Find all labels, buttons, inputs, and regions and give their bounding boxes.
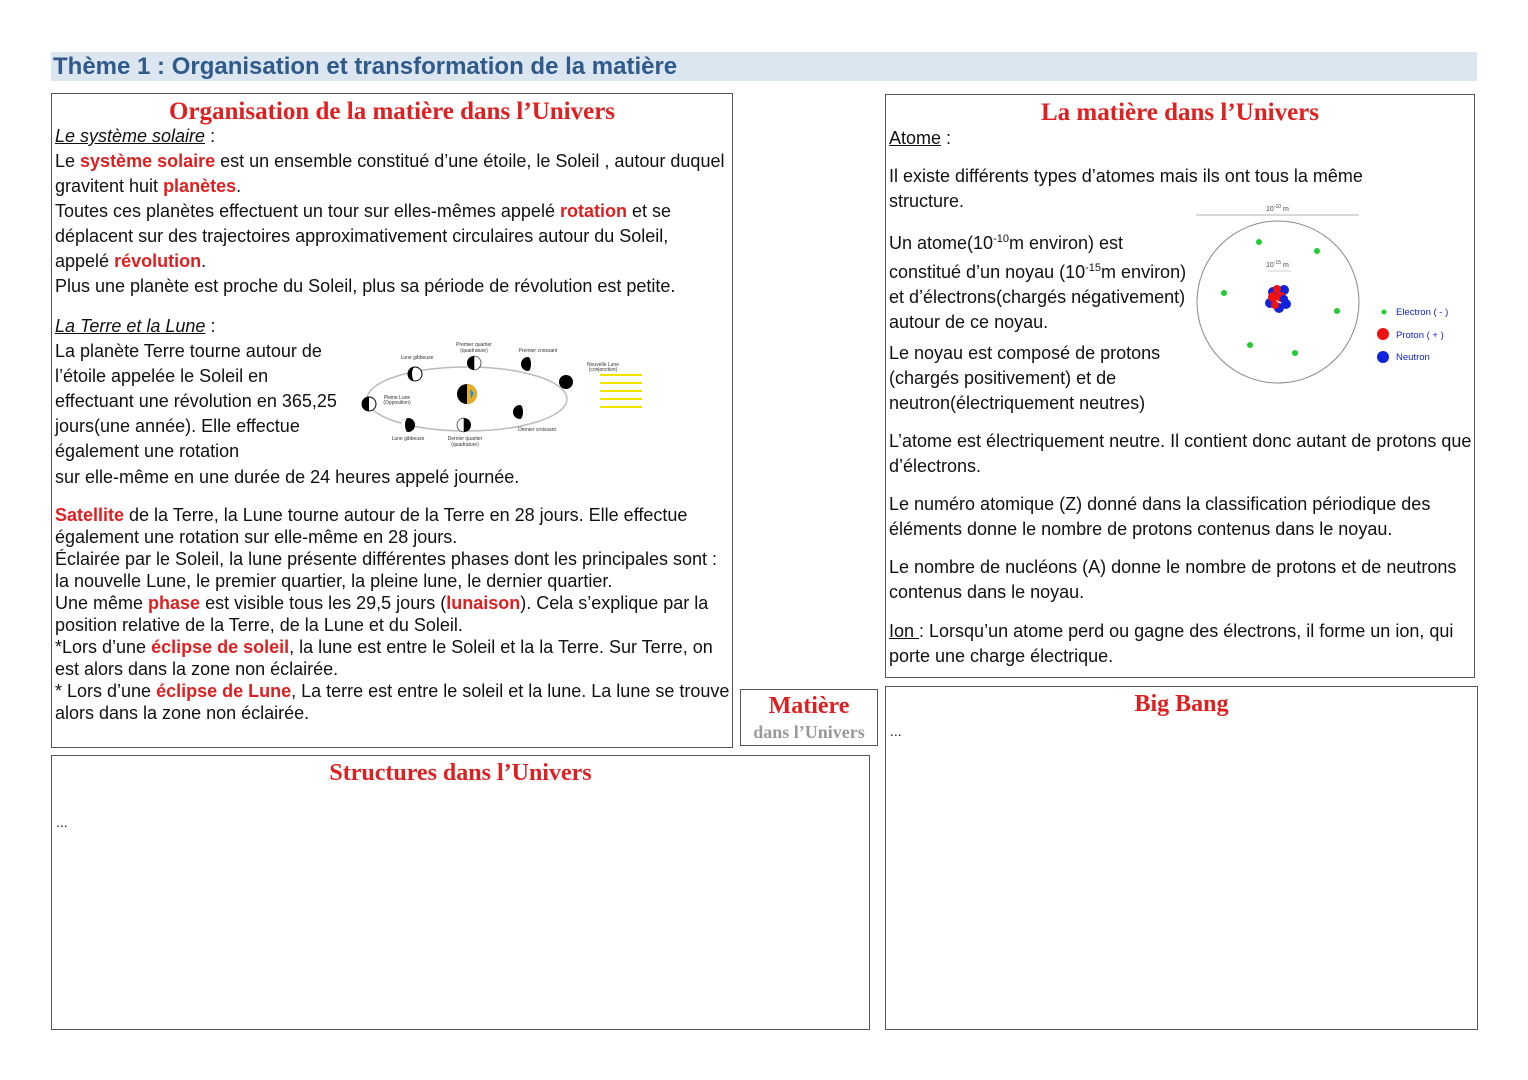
structures-box	[51, 755, 870, 1030]
atome-paragraph-3: Le noyau est composé de protons (chargés positivement) et de neutron(électriquement neutres)	[889, 343, 1161, 413]
solar-paragraph-3: Plus une planète est proche du Soleil, plus sa période de révolution est petite.	[55, 276, 676, 296]
colon: :	[205, 126, 216, 146]
atome-heading-line	[889, 126, 951, 151]
bigbang-box	[885, 686, 1478, 1030]
organisation-box	[51, 93, 733, 748]
moon-phases-diagram	[352, 337, 642, 452]
solar-paragraph-2: Toutes ces planètes effectuent un tour sur elles-mêmes appelé rotation et se déplacent sur des trajectoires approximativement circulaires autour du Soleil, appelé révolution.	[55, 201, 671, 271]
moon-icon	[457, 418, 471, 432]
legend-proton: Proton ( + )	[1396, 330, 1444, 341]
moon-icon	[362, 397, 376, 411]
center-label-line1: Matière	[768, 693, 850, 719]
atome-paragraph-5: Le numéro atomique (Z) donné dans la classification périodique des éléments donne le nombre de protons contenus dans le noyau.	[889, 494, 1431, 539]
label-premier-croissant: Premier croissant	[518, 348, 558, 354]
bigbang-title: Big Bang	[1134, 691, 1229, 717]
moon-icon	[559, 375, 573, 389]
colon: :	[941, 128, 952, 148]
colon: :	[205, 316, 216, 336]
lunar-eclipse-paragraph: * Lors d’une éclipse de Lune, La terre est entre le soleil et la lune. La lune se trouve alors dans la zone non éclairée.	[55, 681, 730, 723]
structures-title: Structures dans l’Univers	[329, 760, 592, 786]
ion-paragraph: Ion : Lorsqu’un atome perd ou gagne des électrons, il forme un ion, qui porte une charge électrique.	[889, 621, 1454, 666]
solar-system-section	[55, 124, 727, 299]
matiere-box	[885, 94, 1475, 678]
atome-paragraph-2: Un $atome(10^{-10}m$ environ) est constitué d’un noyau ($10^{-15}m$ environ) et d’électrons(chargés négativement) autour de ce noyau.	[889, 233, 1187, 332]
matiere-title: La matière dans l’Univers	[1041, 99, 1319, 126]
earth-icon	[457, 384, 477, 404]
moon-icon	[521, 357, 535, 371]
earth-moon-heading: La Terre et la Lune	[55, 316, 206, 336]
legend-proton-marker	[1377, 328, 1389, 340]
bigbang-content: ...	[890, 723, 902, 739]
theme-title: Thème 1 : Organisation et transformation de la matière	[53, 53, 678, 80]
label-lune-gibbeuse: Lune gibbeuse	[400, 355, 434, 361]
ion-heading: Ion	[889, 621, 920, 641]
legend-neutron: Neutron	[1396, 352, 1430, 363]
legend-neutron-marker	[1377, 351, 1389, 363]
legend-electron: Electron ( - )	[1396, 307, 1449, 318]
earth-moon-text: La planète Terre tourne autour de l’étoile appelée le Soleil en effectuant une révolution en 365,25 jours(une année). Elle effectue également une rotation	[55, 341, 337, 461]
label-pleine-lune: Pleine Lune	[383, 395, 411, 401]
earth-moon-section	[55, 314, 345, 464]
legend-electron-marker	[1382, 310, 1387, 315]
atome-paragraph-1: Il existe différents types d’atomes mais ils ont tous la même structure.	[889, 166, 1363, 211]
sunlight-arrows-icon	[600, 375, 642, 407]
moon-icon	[401, 418, 415, 432]
phases-paragraph: Éclairée par le Soleil, la lune présente différentes phases dont les principales sont : la nouvelle Lune, le premier quartier, la pleine lune, le dernier quartier.	[55, 549, 718, 591]
phase-paragraph: Une même phase est visible tous les 29,5 jours (lunaison). Cela s’explique par la position relative de la Terre, de la Lune et du Soleil.	[55, 593, 709, 635]
moon-icon	[408, 367, 422, 381]
label-dernier-croissant: Dernier croissant	[518, 427, 556, 433]
atom-scale-label: $10^{-10}$ m	[1266, 204, 1289, 213]
atome-paragraph-6: Le nombre de nucléons (A) donne le nombre de protons et de neutrons contenus dans le noyau.	[889, 557, 1457, 602]
solar-eclipse-paragraph: *Lors d’une éclipse de soleil, la lune est entre le Soleil et la la Terre. Sur Terre, on est alors dans la zone non éclairée.	[55, 637, 713, 679]
solar-paragraph-1: Le système solaire est un ensemble constitué d’une étoile, le Soleil , autour duquel gravitent huit planètes.	[55, 151, 725, 196]
label-conjonction: (conjonction)	[588, 367, 618, 373]
label-premier-quartier: Premier quartier	[456, 342, 492, 348]
earth-moon-text-2: sur elle-même en une durée de 24 heures appelé journée.	[55, 467, 520, 487]
label-nouvelle-lune: Nouvelle Lune	[587, 362, 619, 368]
structures-content: ...	[56, 814, 68, 830]
moon-icon	[513, 405, 527, 419]
solar-system-heading: Le système solaire	[55, 126, 206, 146]
satellite-paragraph: Satellite de la Terre, la Lune tourne autour de la Terre en 28 jours. Elle effectue également une rotation sur elle-même en 28 jours.	[55, 505, 688, 547]
atom-diagram	[1191, 195, 1471, 385]
organisation-title: Organisation de la matière dans l’Univers	[168, 98, 616, 125]
atome-paragraph-4: L’atome est électriquement neutre. Il contient donc autant de protons que d’électrons.	[889, 431, 1472, 476]
label-lune-gibbeuse-2: Lune gibbeuse	[391, 436, 425, 442]
label-dernier-quartier: Dernier quartier	[447, 436, 483, 442]
center-label-box	[740, 689, 878, 746]
label-opposition: (Opposition)	[383, 400, 411, 406]
moon-section	[55, 504, 730, 724]
label-quadrature-2: (quadrature)	[451, 442, 479, 448]
label-quadrature: (quadrature)	[460, 348, 488, 354]
center-label-line2: dans l’Univers	[753, 722, 865, 742]
atome-heading: Atome	[889, 128, 942, 148]
moon-icon	[467, 356, 481, 370]
nucleus-scale-label: $10^{-15}$ m	[1266, 260, 1289, 269]
